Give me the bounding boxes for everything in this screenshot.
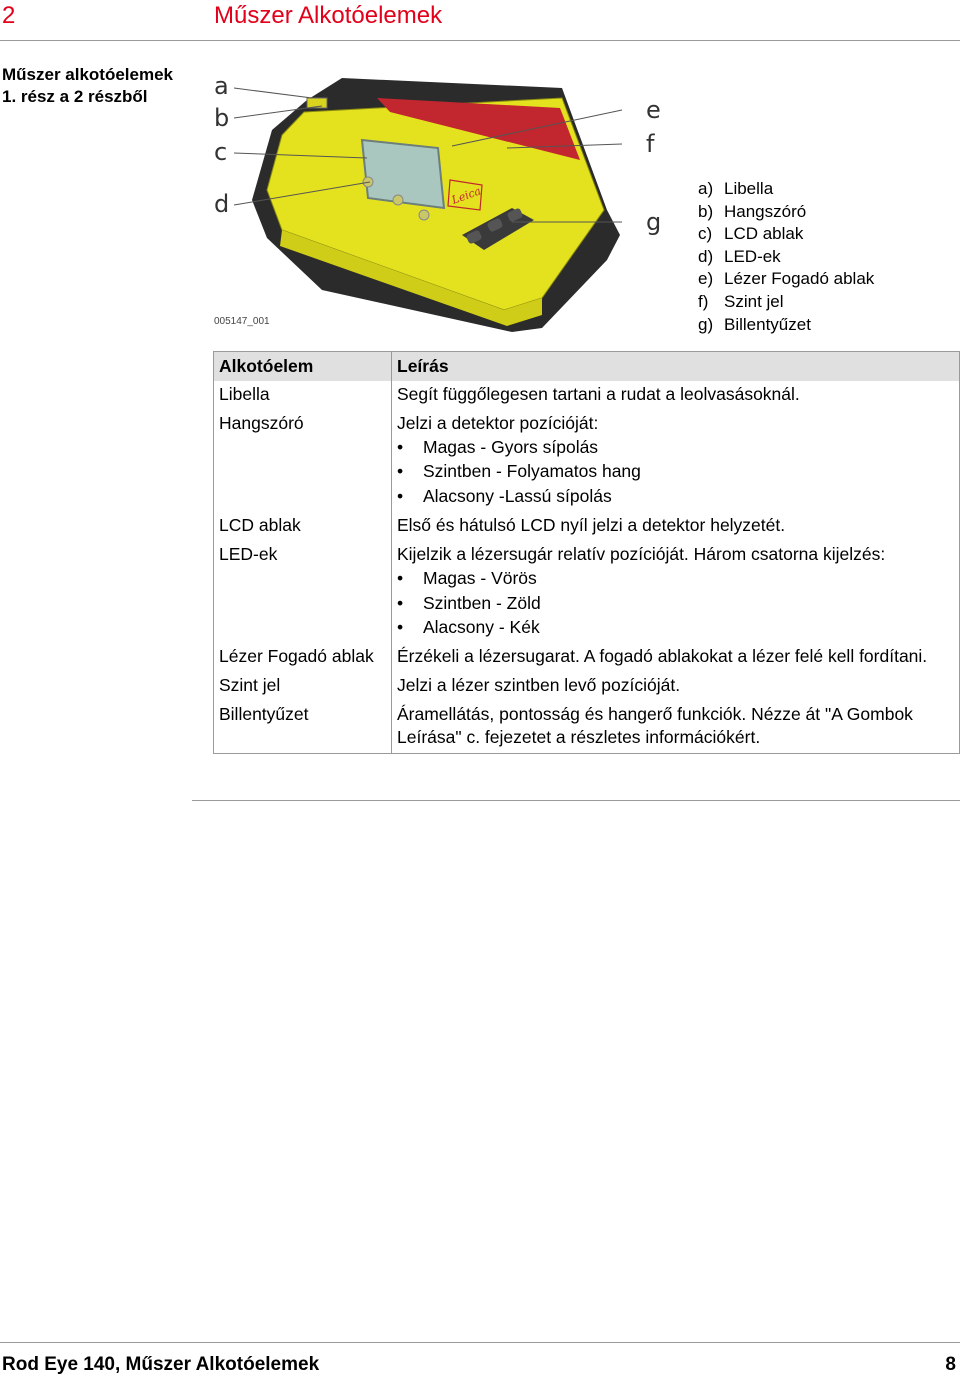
side-caption-line-2: 1. rész a 2 részből xyxy=(2,87,148,106)
components-table xyxy=(213,351,960,754)
table-row xyxy=(214,512,960,541)
device-illustration xyxy=(212,60,632,340)
header-divider xyxy=(0,40,960,41)
led-2 xyxy=(393,195,403,205)
bullet-item: • Alacsony - Kék xyxy=(397,615,954,639)
component-cell: Szint jel xyxy=(214,672,392,701)
legend-item: e) Lézer Fogadó ablak xyxy=(698,269,875,289)
side-caption-line-1: Műszer alkotóelemek xyxy=(2,65,174,84)
table-row xyxy=(214,381,960,410)
table-row xyxy=(214,541,960,643)
description-cell: Érzékeli a lézersugarat. A fogadó ablakokat a lézer felé kell fordítani. xyxy=(392,643,960,672)
page-number: 8 xyxy=(945,1354,956,1375)
component-cell: LCD ablak xyxy=(214,512,392,541)
legend-item: a) Libella xyxy=(698,179,774,198)
legend-item: d) LED-ek xyxy=(698,246,781,266)
bullet-item: • Magas - Gyors sípolás xyxy=(397,435,954,459)
figure-image-code: 005147_001 xyxy=(214,316,270,327)
bullet-list xyxy=(397,566,954,639)
description-cell: Segít függőlegesen tartani a rudat a leolvasásoknál. xyxy=(392,381,960,410)
table-row xyxy=(214,701,960,754)
description-cell: Kijelzik a lézersugár relatív pozícióját. Három csatorna kijelzés: • Magas - Vörös • Szintben - Zöld • Alacsony - Kék xyxy=(392,541,960,643)
description-cell: Jelzi a detektor pozícióját: • Magas - Gyors sípolás • Szintben - Folyamatos hang • Alacsony -Lassú sípolás xyxy=(392,410,960,512)
bullet-item: • Szintben - Zöld xyxy=(397,591,954,615)
figure-label-b: b xyxy=(214,104,230,132)
side-caption xyxy=(2,64,202,108)
bullet-item: • Magas - Vörös xyxy=(397,566,954,590)
legend-item: c) LCD ablak xyxy=(698,224,804,244)
description-cell: Jelzi a lézer szintben levő pozícióját. xyxy=(392,672,960,701)
table-row xyxy=(214,643,960,672)
table-row xyxy=(214,410,960,512)
bullet-item: • Szintben - Folyamatos hang xyxy=(397,459,954,483)
description-cell: Első és hátulsó LCD nyíl jelzi a detektor helyzetét. xyxy=(392,512,960,541)
figure-label-a: a xyxy=(214,72,229,100)
legend-item: f) Szint jel xyxy=(698,291,784,311)
chapter-number: 2 xyxy=(2,2,16,29)
legend-item: g) Billentyűzet xyxy=(698,314,811,334)
svg-text:Leica: Leica xyxy=(449,184,483,207)
component-cell: Lézer Fogadó ablak xyxy=(214,643,392,672)
component-cell: LED-ek xyxy=(214,541,392,643)
section-end-divider xyxy=(192,800,960,801)
figure-label-e: e xyxy=(646,96,661,124)
chapter-title: Műszer Alkotóelemek xyxy=(214,2,443,29)
figure-legend xyxy=(698,178,874,336)
column-header-component: Alkotóelem xyxy=(214,352,392,382)
column-header-description: Leírás xyxy=(392,352,960,382)
bullet-item: • Alacsony -Lassú sípolás xyxy=(397,484,954,508)
table-header-row xyxy=(214,352,960,382)
footer-divider xyxy=(0,1342,960,1343)
table-row xyxy=(214,672,960,701)
device-figure xyxy=(212,60,960,340)
legend-item: b) Hangszóró xyxy=(698,201,807,221)
component-cell: Billentyűzet xyxy=(214,701,392,754)
figure-label-f: f xyxy=(646,130,655,158)
figure-label-g: g xyxy=(646,208,662,236)
figure-label-c: c xyxy=(214,138,228,166)
component-cell: Libella xyxy=(214,381,392,410)
footer-title: Rod Eye 140, Műszer Alkotóelemek xyxy=(2,1354,320,1375)
description-cell: Áramellátás, pontosság és hangerő funkciók. Nézze át "A Gombok Leírása" c. fejezetet a részletes információkért. xyxy=(392,701,960,754)
bullet-list xyxy=(397,435,954,508)
component-cell: Hangszóró xyxy=(214,410,392,512)
led-3 xyxy=(419,210,429,220)
figure-label-d: d xyxy=(214,190,230,218)
